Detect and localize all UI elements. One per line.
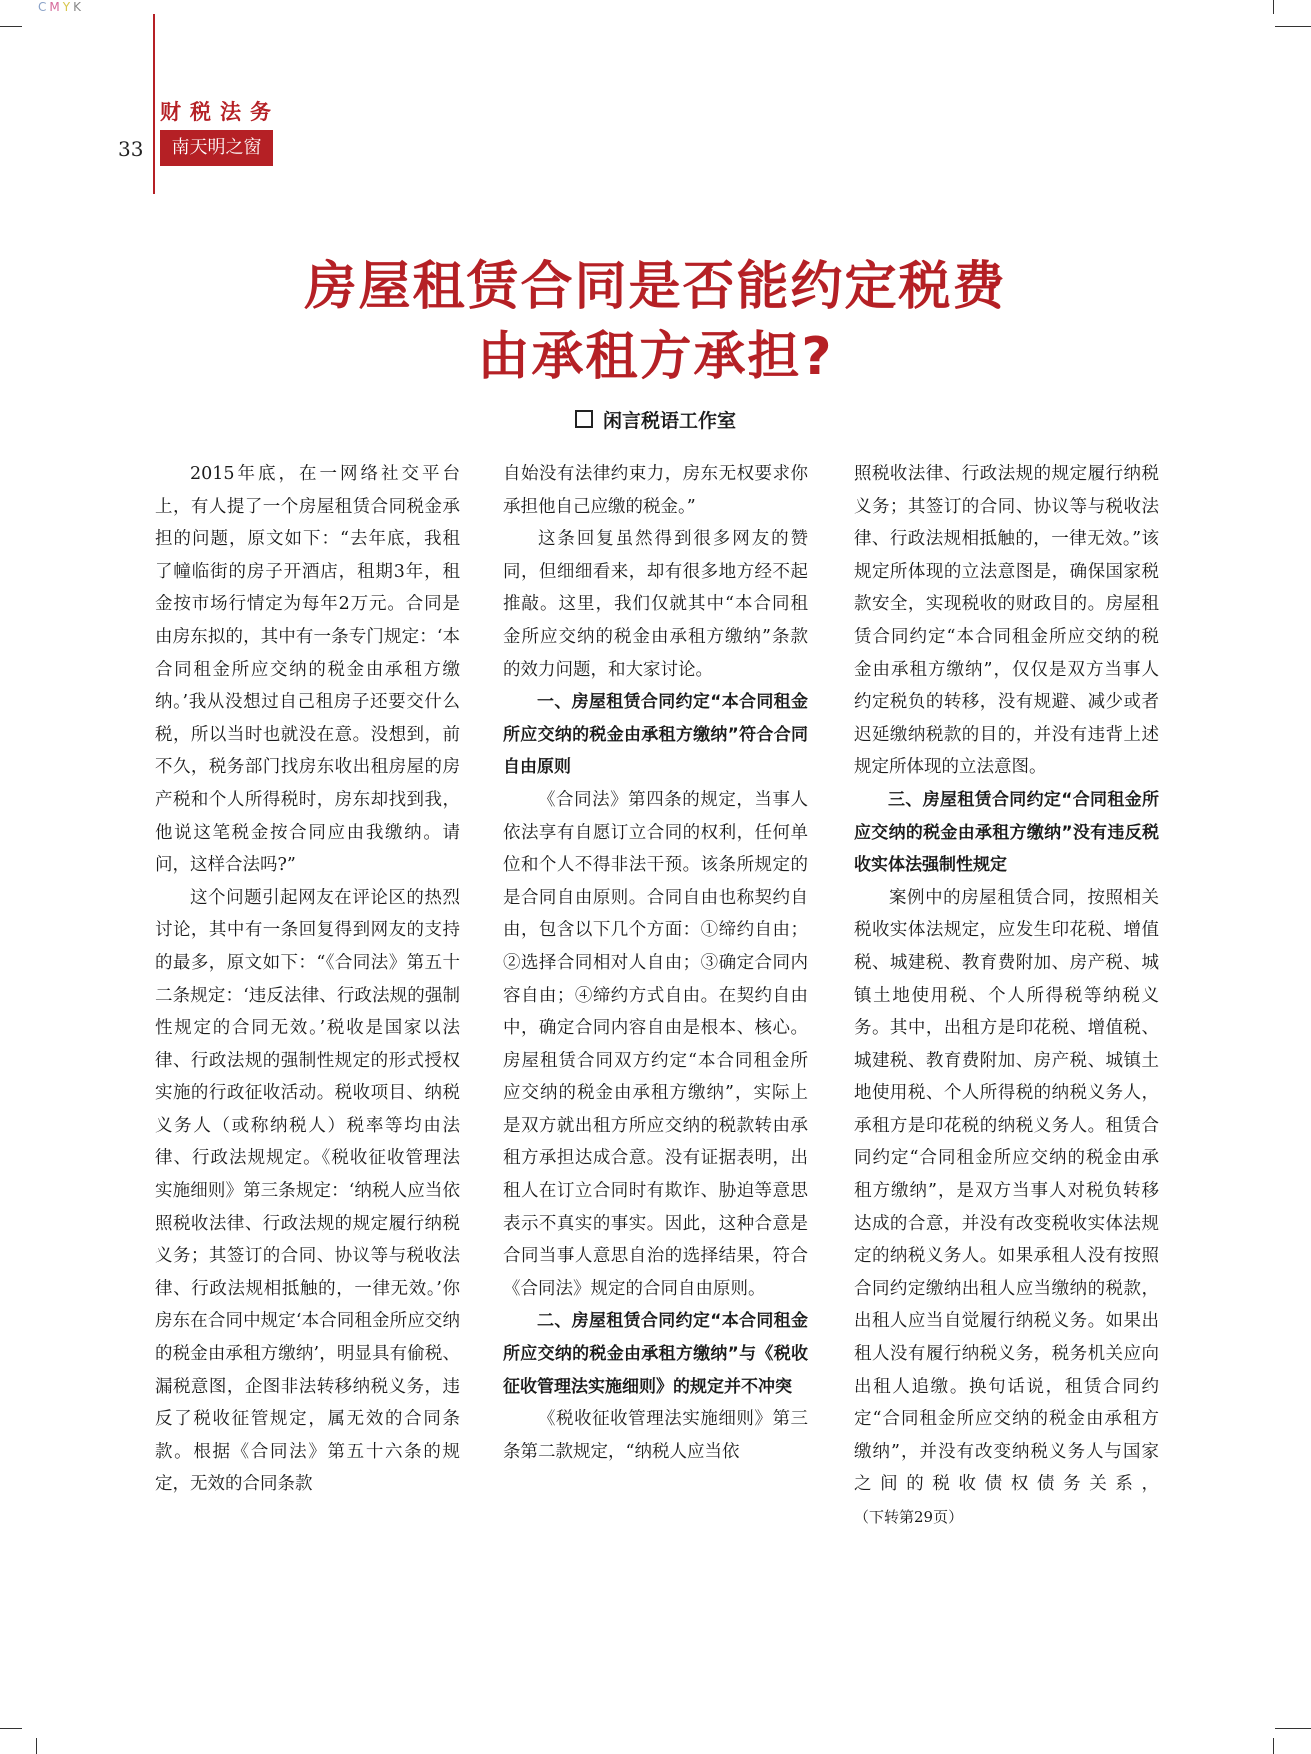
header-vertical-rule bbox=[153, 14, 155, 194]
article-title-line-2: 由承租方承担? bbox=[477, 327, 834, 387]
square-icon bbox=[575, 410, 593, 428]
cmyk-color-bar: CMYK bbox=[38, 0, 84, 14]
paragraph: 照税收法律、行政法规的规定履行纳税义务；其签订的合同、协议等与税收法律、行政法规相抵触的，一律无效。”该规定所体现的立法意图是，确保国家税款安全，实现税收的财政目的。房屋租赁合同约定“本合同租金所应交纳的税金由承租方缴纳”，仅仅是双方当事人约定税负的转移，没有规避、减少或者迟延缴纳税款的目的，并没有违背上述规定所体现的立法意图。 bbox=[854, 464, 1159, 778]
crop-mark bbox=[0, 26, 22, 27]
crop-mark bbox=[1273, 0, 1274, 14]
crop-mark bbox=[1273, 1738, 1274, 1754]
section-name: 财税法务 bbox=[160, 100, 280, 124]
section-heading-3: 三、房屋租赁合同约定“合同租金所应交纳的税金由承租方缴纳”没有违反税收实体法强制性规定 bbox=[854, 789, 1159, 876]
paragraph: 这条回复虽然得到很多网友的赞同，但细细看来，却有很多地方经不起推敲。这里，我们仅就其中“本合同租金所应交纳的税金由承租方缴纳”条款的效力问题，和大家讨论。 bbox=[503, 529, 808, 680]
paragraph: 这个问题引起网友在评论区的热烈讨论，其中有一条回复得到网友的支持的最多，原文如下：“《合同法》第五十二条规定：‘违反法律、行政法规的强制性规定的合同无效。’税收是国家以法律、行政法规的强制性规定的形式授权实施的行政征收活动。税收项目、纳税义务人（或称纳税人）税率等均由法律、行政法规规定。《税收征收管理法实施细则》第三条规定：‘纳税人应当依照税收法律、行政法规的规定履行纳税义务；其签订的合同、协议等与税收法律、行政法规相抵触的，一律无效。’你房东在合同中规定‘本合同租金所应交纳的税金由承租方缴纳’，明显具有偷税、漏税意图，企图非法转移纳税义务，违反了税收征管规定，属无效的合同条款。根据《合同法》第五十六条的规定，无效的合同条款 bbox=[155, 887, 460, 1495]
column-label: 南天明之窗 bbox=[160, 130, 273, 166]
crop-mark bbox=[0, 1728, 22, 1729]
text-column-1 bbox=[155, 458, 460, 1501]
section-heading-2: 二、房屋租赁合同约定“本合同租金所应交纳的税金由承租方缴纳”与《税收征收管理法实施细则》的规定并不冲突 bbox=[503, 1311, 808, 1397]
crop-mark bbox=[1275, 1728, 1311, 1729]
paragraph: 《合同法》第四条的规定，当事人依法享有自愿订立合同的权利，任何单位和个人不得非法干预。该条所规定的是合同自由原则。合同自由也称契约自由，包含以下几个方面：①缔约自由；②选择合同相对人自由；③确定合同内容自由；④缔约方式自由。在契约自由中，确定合同内容自由是根本、核心。房屋租赁合同双方约定“本合同租金所应交纳的税金由承租方缴纳”，实际上是双方就出租方所应交纳的税款转由承租方承担达成合意。没有证据表明，出租人在订立合同时有欺诈、胁迫等意思表示不真实的事实。因此，这种合意是合同当事人意思自治的选择结果，符合《合同法》规定的合同自由原则。 bbox=[503, 789, 808, 1299]
page-number: 33 bbox=[118, 137, 144, 161]
paragraph: 自始没有法律约束力，房东无权要求你承担他自己应缴的税金。” bbox=[503, 464, 808, 517]
author-byline bbox=[0, 406, 1311, 433]
crop-mark bbox=[36, 1738, 37, 1754]
paragraph-text: 案例中的房屋租赁合同，按照相关税收实体法规定，应发生印花税、增值税、城建税、教育费附加、房产税、城镇土地使用税、个人所得税等纳税义务。其中，出租方是印花税、增值税、城建税、教育费附加、房产税、城镇土地使用税、个人所得税的纳税义务人，承租方是印花税的纳税义务人。租赁合同约定“合同租金所应交纳的税金由承租方缴纳”，是双方当事人对税负转移达成的合意，并没有改变税收实体法规定的纳税义务人。如果承租人没有按照合同约定缴纳出租人应当缴纳的税款，出租人应当自觉履行纳税义务。如果出租人没有履行纳税义务，税务机关应向出租人追缴。换句话说，租赁合同约定“合同租金所应交纳的税金由承租方缴纳”，并没有改变纳税义务人与国家之间的税收债权债务关系， bbox=[854, 887, 1159, 1495]
paragraph bbox=[854, 882, 1159, 1534]
text-column-2 bbox=[503, 458, 808, 1468]
continued-note: （下转第29页） bbox=[854, 1508, 964, 1526]
text-column-3 bbox=[854, 458, 1159, 1534]
paragraph: 《税收征收管理法实施细则》第三条第二款规定，“纳税人应当依 bbox=[503, 1409, 808, 1462]
crop-mark bbox=[1275, 26, 1311, 27]
section-heading-1: 一、房屋租赁合同约定“本合同租金所应交纳的税金由承租方缴纳”符合合同自由原则 bbox=[503, 692, 808, 778]
paragraph: 2015年底，在一网络社交平台上，有人提了一个房屋租赁合同税金承担的问题，原文如下：“去年底，我租了幢临街的房子开酒店，租期3年，租金按市场行情定为每年2万元。合同是由房东拟的，其中有一条专门规定：‘本合同租金所应交纳的税金由承租方缴纳。’我从没想过自己租房子还要交什么税，所以当时也就没在意。没想到，前不久，税务部门找房东收出租房屋的房产税和个人所得税时，房东却找到我，他说这笔税金按合同应由我缴纳。请问，这样合法吗?” bbox=[155, 464, 460, 876]
author-name: 闲言税语工作室 bbox=[602, 410, 736, 432]
article-title-line-1: 房屋租赁合同是否能约定税费 bbox=[304, 257, 1007, 317]
